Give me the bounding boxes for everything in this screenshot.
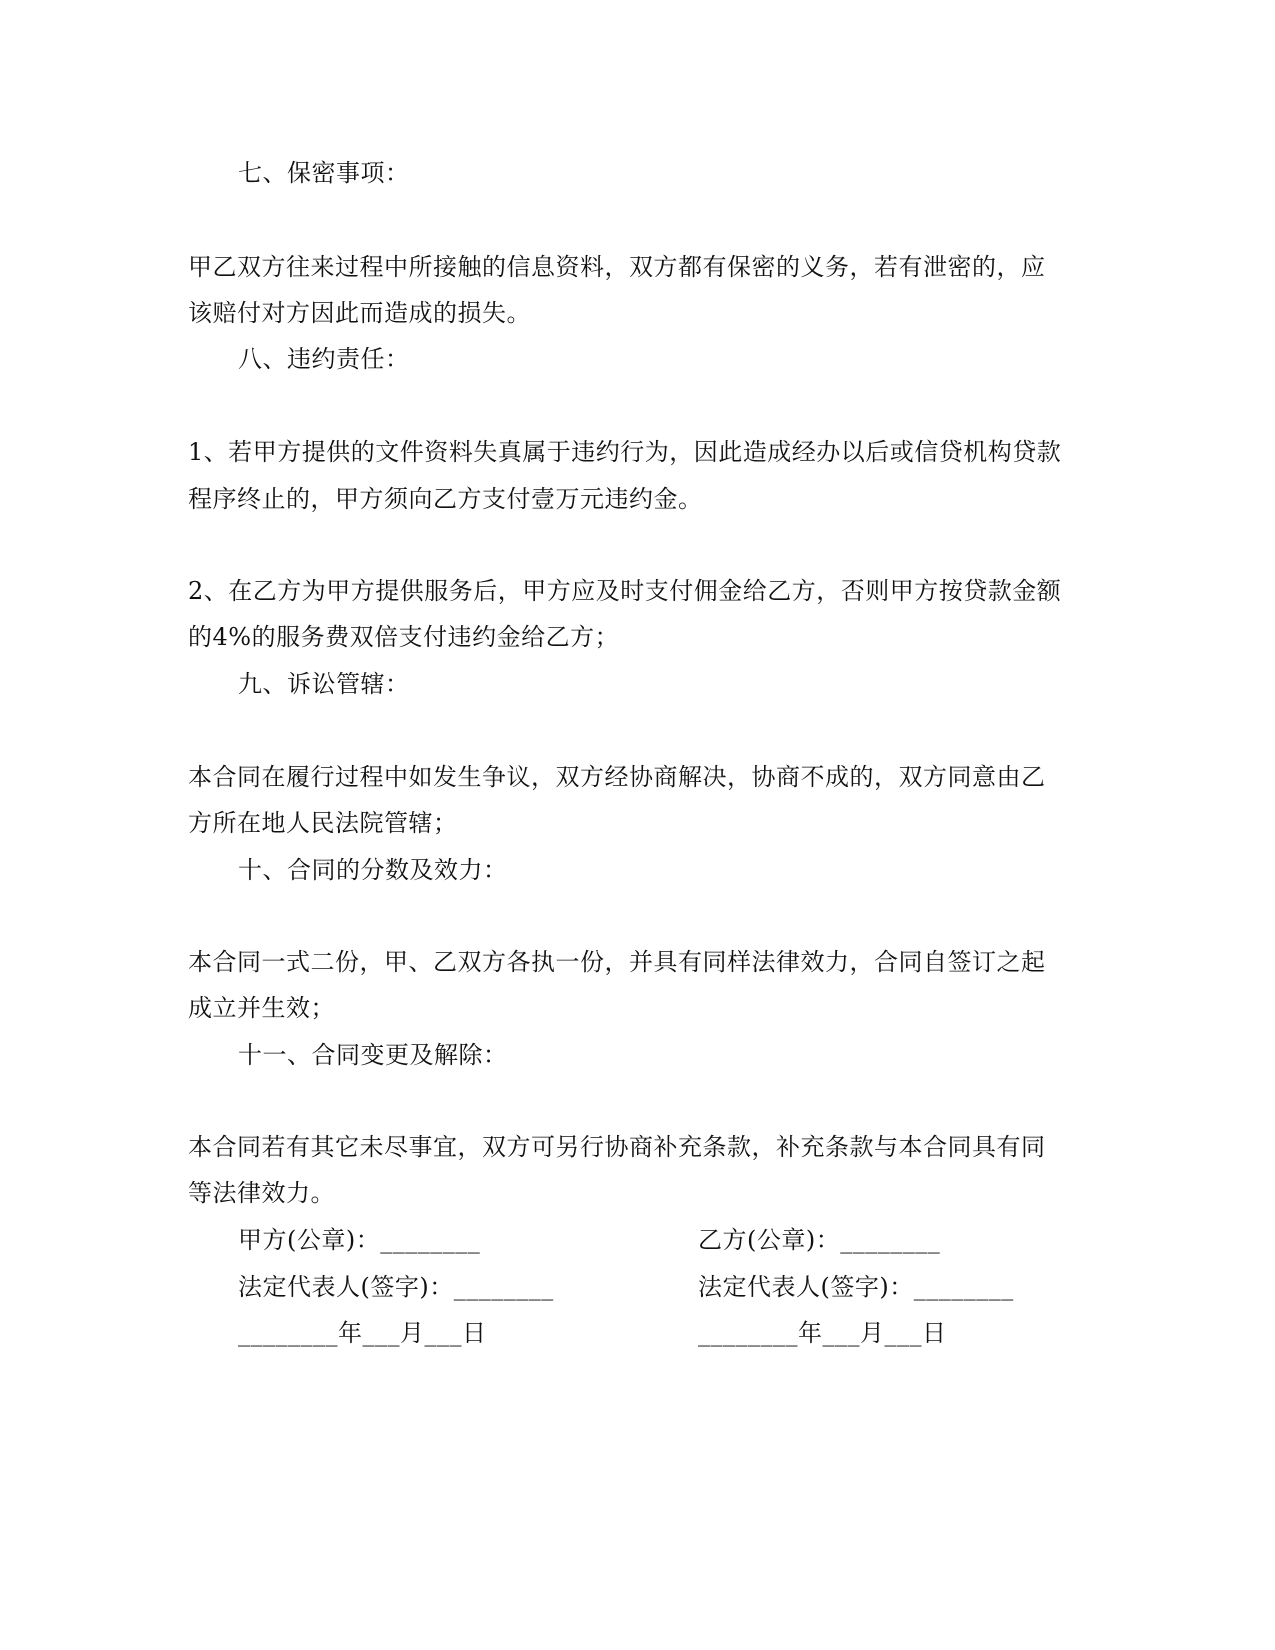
copies-validity-text-line-1: 本合同一式二份，甲、乙双方各执一份，并具有同样法律效力，合同自签订之起 <box>188 948 1046 976</box>
breach-clause-1-line-2: 程序终止的，甲方须向乙方支付壹万元违约金。 <box>188 485 703 513</box>
section-heading-copies-validity: 十、合同的分数及效力： <box>238 856 508 884</box>
party-b-date-field: ________年___月___日 <box>698 1319 947 1347</box>
section-heading-breach: 八、违约责任： <box>238 345 410 373</box>
confidentiality-text-line-1: 甲乙双方往来过程中所接触的信息资料，双方都有保密的义务，若有泄密的，应 <box>188 253 1046 281</box>
party-a-date-field: ________年___月___日 <box>238 1319 487 1347</box>
section-heading-confidentiality: 七、保密事项： <box>238 159 410 187</box>
section-heading-amendment: 十一、合同变更及解除： <box>238 1041 508 1069</box>
jurisdiction-text-line-1: 本合同在履行过程中如发生争议，双方经协商解决，协商不成的，双方同意由乙 <box>188 763 1046 791</box>
copies-validity-text-line-2: 成立并生效； <box>188 994 335 1022</box>
amendment-text-line-2: 等法律效力。 <box>188 1179 335 1207</box>
party-a-representative-field: 法定代表人(签字)：________ <box>238 1273 554 1301</box>
party-b-representative-field: 法定代表人(签字)：________ <box>698 1273 1014 1301</box>
section-heading-jurisdiction: 九、诉讼管辖： <box>238 670 410 698</box>
party-a-seal-field: 甲方(公章)：________ <box>238 1226 481 1254</box>
jurisdiction-text-line-2: 方所在地人民法院管辖； <box>188 809 458 837</box>
breach-clause-2-line-1: 2、在乙方为甲方提供服务后，甲方应及时支付佣金给乙方，否则甲方按贷款金额 <box>188 577 1062 605</box>
breach-clause-1-line-1: 1、若甲方提供的文件资料失真属于违约行为，因此造成经办以后或信贷机构贷款 <box>188 438 1062 466</box>
confidentiality-text-line-2: 该赔付对方因此而造成的损失。 <box>188 299 531 327</box>
amendment-text-line-1: 本合同若有其它未尽事宜，双方可另行协商补充条款，补充条款与本合同具有同 <box>188 1133 1046 1161</box>
breach-clause-2-line-2: 的4%的服务费双倍支付违约金给乙方； <box>188 623 620 651</box>
party-b-seal-field: 乙方(公章)：________ <box>698 1226 941 1254</box>
